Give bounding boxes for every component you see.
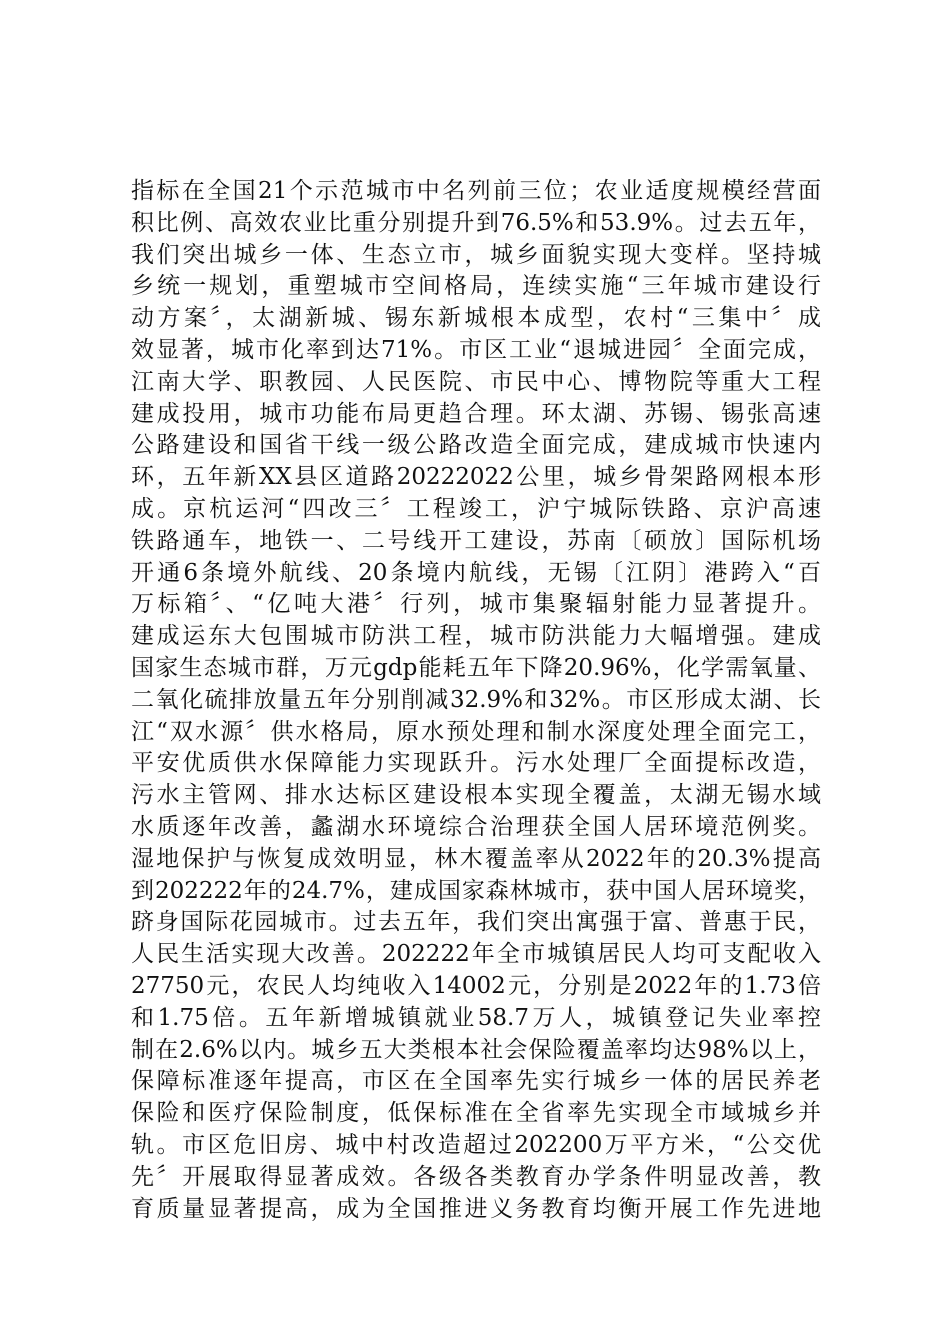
text-line: 到202222年的24.7%，建成国家森林城市，获中国人居环境奖， [131,877,821,904]
text-line: 保险和医疗保险制度，低保标准在全省率先实现全市域城乡并 [131,1100,821,1127]
text-line: 轨。市区危旧房、城中村改造超过202200万平方米，“公交优 [131,1131,821,1158]
text-line: 育质量显著提高，成为全国推进义务教育均衡开展工作先进地 [131,1195,821,1222]
text-line: 江南大学、职教园、人民医院、市民中心、博物院等重大工程 [131,368,821,395]
text-line: 环，五年新XX县区道路20222022公里，城乡骨架路网根本形 [131,464,821,491]
text-line: 27750元，农民人均纯收入14002元，分别是2022年的1.73倍 [131,972,821,999]
text-line: 二氧化硫排放量五年分别削减32.9%和32%。市区形成太湖、长 [131,686,821,713]
text-line: 乡统一规划，重塑城市空间格局，连续实施“三年城市建设行 [131,273,821,300]
text-line: 公路建设和国省干线一级公路改造全面完成，建成城市快速内 [131,432,821,459]
text-line: 效显著，城市化率到达71%。市区工业“退城进园〞全面完成， [131,336,821,363]
text-line: 人民生活实现大改善。202222年全市城镇居民人均可支配收入 [131,941,821,968]
text-line: 万标箱〞、“亿吨大港〞行列，城市集聚辐射能力显著提升。 [131,591,821,618]
text-line: 成。京杭运河“四改三〞工程竣工，沪宁城际铁路、京沪高速 [131,495,821,522]
text-line: 和1.75倍。五年新增城镇就业58.7万人，城镇登记失业率控 [131,1004,821,1031]
text-line: 建成投用，城市功能布局更趋合理。环太湖、苏锡、锡张高速 [131,400,821,427]
text-line: 我们突出城乡一体、生态立市，城乡面貌实现大变样。坚持城 [131,241,821,268]
text-line: 水质逐年改善，蠡湖水环境综合治理获全国人居环境范例奖。 [131,813,821,840]
text-line: 湿地保护与恢复成效明显，林木覆盖率从2022年的20.3%提高 [131,845,821,872]
text-line: 国家生态城市群，万元gdp能耗五年下降20.96%，化学需氧量、 [131,654,821,681]
text-line: 开通6条境外航线、20条境内航线，无锡〔江阴〕港跨入“百 [131,559,821,586]
text-line: 制在2.6%以内。城乡五大类根本社会保险覆盖率均达98%以上， [131,1036,821,1063]
text-line: 先〞开展取得显著成效。各级各类教育办学条件明显改善，教 [131,1163,821,1190]
text-line: 铁路通车，地铁一、二号线开工建设，苏南〔硕放〕国际机场 [131,527,821,554]
text-line: 江“双水源〞供水格局，原水预处理和制水深度处理全面完工， [131,718,821,745]
text-line: 动方案〞，太湖新城、锡东新城根本成型，农村“三集中〞成 [131,305,821,332]
text-line: 污水主管网、排水达标区建设根本实现全覆盖，太湖无锡水域 [131,782,821,809]
text-line: 建成运东大包围城市防洪工程，城市防洪能力大幅增强。建成 [131,623,821,650]
text-line: 积比例、高效农业比重分别提升到76.5%和53.9%。过去五年， [131,209,821,236]
text-line: 跻身国际花园城市。过去五年，我们突出寓强于富、普惠于民， [131,909,821,936]
text-line: 保障标准逐年提高，市区在全国率先实行城乡一体的居民养老 [131,1068,821,1095]
body-paragraph [131,176,821,1225]
text-line: 指标在全国21个示范城市中名列前三位；农业适度规模经营面 [131,178,821,204]
text-line: 平安优质供水保障能力实现跃升。污水处理厂全面提标改造， [131,750,821,777]
